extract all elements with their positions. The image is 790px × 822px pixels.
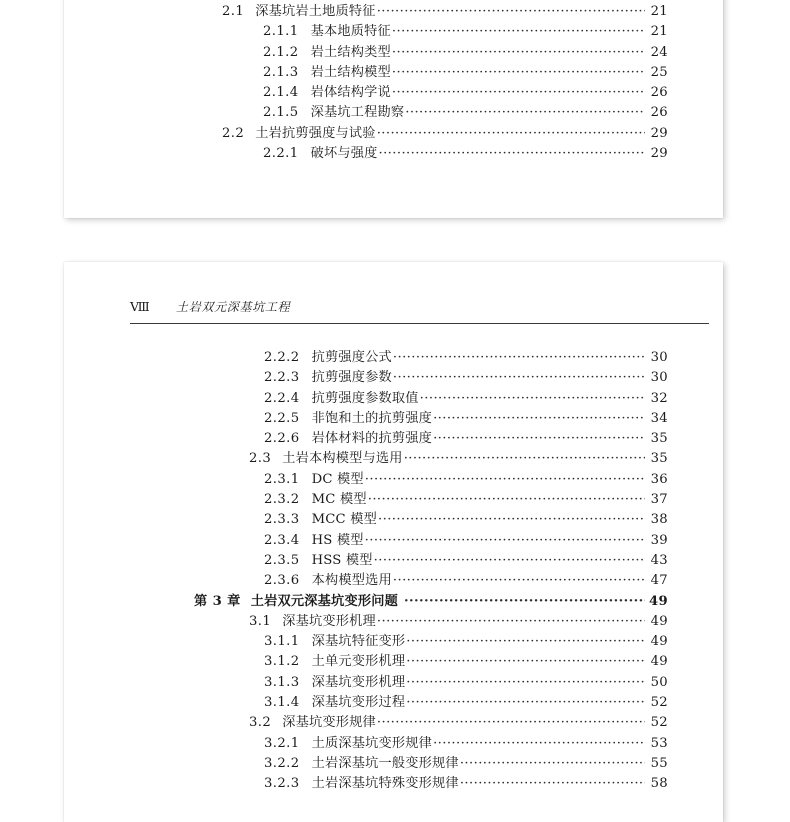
toc-entry-number: 2.3.5: [264, 552, 300, 568]
toc-dot-leader: [460, 757, 645, 770]
toc-entry-number: 3.1.3: [264, 674, 300, 690]
toc-entry[interactable]: [64, 671, 723, 691]
toc-entry-page-number: 21: [650, 4, 668, 19]
toc-entry-page-number: 35: [650, 451, 668, 467]
toc-entry-number: 3.1.4: [264, 695, 300, 711]
toc-dot-leader: [365, 534, 645, 547]
running-head: [64, 298, 723, 328]
toc-entry[interactable]: [64, 41, 723, 61]
toc-entry[interactable]: [64, 61, 723, 81]
toc-entry-title: MC 模型: [311, 492, 367, 508]
toc-dot-leader: [365, 473, 645, 486]
toc-entry-number: 3.2.2: [264, 755, 300, 771]
toc-entry-number: 2.3.3: [264, 512, 300, 528]
toc-entry-title: 土岩抗剪强度与试验: [255, 125, 376, 141]
toc-entry-page-number: 43: [650, 552, 668, 568]
toc-entry-page-number: 58: [650, 776, 668, 792]
toc-dot-leader: [379, 147, 646, 160]
running-head-book-title: 土岩双元深基坑工程: [176, 300, 291, 314]
toc-entry-title: 土岩双元深基坑变形问题: [250, 593, 398, 609]
toc-entry-title: MCC 模型: [311, 512, 378, 528]
toc-dot-leader: [392, 66, 645, 79]
toc-entry-title: 本构模型选用: [311, 573, 392, 589]
toc-entry[interactable]: [64, 407, 723, 427]
toc-entry[interactable]: [64, 529, 723, 549]
toc-entry-page-number: 37: [650, 492, 668, 508]
toc-entry-title: 深基坑特征变形: [311, 634, 406, 650]
toc-dot-leader: [404, 452, 645, 465]
toc-dot-leader: [377, 5, 645, 18]
toc-dot-leader: [393, 371, 645, 384]
toc-entry-number: 2.1.4: [263, 85, 299, 101]
toc-entry-page-number: 50: [650, 674, 668, 690]
toc-entry-title: 深基坑工程勘察: [310, 105, 405, 121]
toc-dot-leader: [433, 432, 645, 445]
toc-entry-title: 深基坑变形过程: [311, 695, 406, 711]
toc-dot-leader: [406, 635, 645, 648]
toc-entry[interactable]: [64, 20, 723, 40]
toc-entry[interactable]: [64, 630, 723, 650]
toc-dot-leader: [374, 554, 645, 567]
toc-entry[interactable]: [64, 101, 723, 121]
toc-entry-title: 土质深基坑变形规律: [311, 735, 433, 751]
toc-dot-leader: [420, 392, 645, 405]
toc-dot-leader: [393, 574, 645, 587]
toc-entry-number: 2.3.4: [264, 532, 300, 548]
toc-entry-number: 2.2.3: [264, 370, 300, 386]
toc-entry-number: 3.1: [249, 613, 272, 629]
toc-entry-number: 3.2: [249, 715, 272, 731]
toc-dot-leader: [392, 86, 645, 99]
toc-entry[interactable]: [64, 508, 723, 528]
toc-entry-page-number: 49: [650, 634, 668, 650]
toc-entry-page-number: 25: [650, 64, 668, 80]
toc-dot-leader: [406, 655, 645, 668]
toc-dot-leader: [392, 46, 645, 59]
toc-entry[interactable]: [64, 772, 723, 792]
toc-entry-page-number: 34: [650, 410, 668, 426]
toc-entry-page-number: 53: [650, 735, 668, 751]
toc-entry-page-number: 26: [650, 85, 668, 101]
toc-entry-page-number: 49: [650, 654, 668, 670]
toc-entry-title: HSS 模型: [311, 552, 373, 568]
toc-entry-title: 深基坑变形机理: [311, 674, 406, 690]
toc-dot-leader: [377, 127, 645, 140]
toc-entry-page-number: 29: [650, 146, 668, 162]
toc-entry-number: 2.1.3: [263, 64, 299, 80]
toc-entry-page-number: 21: [650, 24, 668, 40]
toc-entry-page-number: 47: [650, 573, 668, 589]
toc-dot-leader: [377, 615, 645, 628]
toc-entry-title: 岩土结构类型: [310, 44, 391, 60]
toc-entry-title: 抗剪强度参数取值: [311, 390, 419, 406]
toc-entry-page-number: 26: [650, 105, 668, 121]
toc-entry-title: 岩体材料的抗剪强度: [311, 431, 433, 447]
toc-entry-title: 深基坑变形规律: [282, 715, 376, 731]
toc-list-page-1: [64, 0, 723, 162]
running-head-rule: [130, 323, 709, 324]
toc-entry-title: 非饱和土的抗剪强度: [311, 410, 433, 426]
toc-dot-leader: [378, 513, 645, 526]
toc-dot-leader: [433, 412, 645, 425]
toc-entry[interactable]: [64, 346, 723, 366]
toc-dot-leader: [377, 716, 645, 729]
toc-dot-leader: [406, 696, 645, 709]
toc-entry-page-number: 49: [649, 593, 668, 609]
toc-entry-title: 土单元变形机理: [311, 654, 406, 670]
toc-entry[interactable]: [64, 468, 723, 488]
toc-entry-title: 土岩深基坑一般变形规律: [311, 755, 459, 771]
toc-page-2: [64, 262, 723, 822]
toc-entry-title: 土岩本构模型与选用: [282, 451, 403, 467]
toc-entry-page-number: 38: [650, 512, 668, 528]
toc-entry-title: 深基坑变形机理: [282, 613, 376, 629]
toc-entry-page-number: 30: [650, 350, 668, 365]
toc-entry-number: 2.3: [249, 451, 272, 467]
toc-entry-number: 2.2: [222, 125, 245, 141]
toc-entry-page-number: 29: [650, 125, 668, 141]
toc-entry[interactable]: [64, 488, 723, 508]
toc-entry-number: 2.2.4: [264, 390, 300, 406]
toc-entry-number: 3.2.1: [264, 735, 300, 751]
toc-entry[interactable]: [64, 0, 723, 20]
toc-entry-page-number: 55: [650, 755, 668, 771]
toc-dot-leader: [460, 777, 645, 790]
toc-entry-title: 岩体结构学说: [310, 85, 391, 101]
toc-entry[interactable]: [64, 142, 723, 162]
toc-entry-title: 抗剪强度参数: [311, 370, 392, 386]
toc-entry-number: 2.2.1: [263, 146, 299, 162]
toc-entry[interactable]: [64, 752, 723, 772]
toc-entry[interactable]: [64, 590, 723, 610]
toc-entry-number: 2.1.1: [263, 24, 299, 40]
toc-entry-number: 2.3.2: [264, 492, 300, 508]
toc-entry-page-number: 30: [650, 370, 668, 386]
toc-entry[interactable]: [64, 610, 723, 630]
toc-entry-title: 土岩深基坑特殊变形规律: [311, 776, 459, 792]
toc-entry-number: 3.1.1: [264, 634, 300, 650]
toc-entry-title: 破坏与强度: [310, 146, 378, 162]
toc-dot-leader: [406, 676, 645, 689]
toc-entry-page-number: 49: [650, 613, 668, 629]
toc-entry-title: 抗剪强度公式: [311, 350, 392, 365]
toc-entry-title: 岩土结构模型: [310, 64, 391, 80]
toc-entry-page-number: 35: [650, 431, 668, 447]
toc-entry-number: 2.1: [222, 4, 245, 19]
toc-entry[interactable]: [64, 711, 723, 731]
toc-entry-number: 第 3 章: [194, 593, 241, 609]
page-folio-number: Ⅷ: [130, 299, 150, 314]
toc-entry[interactable]: [64, 122, 723, 142]
toc-dot-leader: [433, 737, 645, 750]
toc-entry-page-number: 52: [650, 715, 668, 731]
toc-entry-number: 3.1.2: [264, 654, 300, 670]
toc-dot-leader: [392, 25, 645, 38]
toc-entry-number: 2.3.6: [264, 573, 300, 589]
toc-entry[interactable]: [64, 732, 723, 752]
toc-entry-page-number: 24: [650, 44, 668, 60]
toc-entry[interactable]: [64, 569, 723, 589]
toc-dot-leader: [405, 106, 645, 119]
toc-dot-leader: [368, 493, 645, 506]
toc-entry[interactable]: [64, 427, 723, 447]
toc-entry-title: HS 模型: [311, 532, 364, 548]
toc-entry[interactable]: [64, 387, 723, 407]
toc-list-page-2: [64, 346, 723, 793]
toc-entry-page-number: 32: [650, 390, 668, 406]
toc-entry[interactable]: [64, 691, 723, 711]
toc-entry-number: 2.2.2: [264, 350, 300, 365]
toc-entry[interactable]: [64, 81, 723, 101]
toc-entry-title: DC 模型: [311, 471, 364, 487]
toc-entry-title: 基本地质特征: [310, 24, 391, 40]
toc-entry-number: 2.1.2: [263, 44, 299, 60]
toc-entry[interactable]: [64, 650, 723, 670]
toc-entry[interactable]: [64, 366, 723, 386]
toc-entry[interactable]: [64, 447, 723, 467]
toc-page-1: [64, 0, 723, 218]
toc-entry-number: 2.3.1: [264, 471, 300, 487]
toc-entry-number: 2.2.6: [264, 431, 300, 447]
toc-entry[interactable]: [64, 549, 723, 569]
toc-dot-leader: [404, 595, 645, 608]
toc-entry-number: 2.2.5: [264, 410, 300, 426]
toc-entry-page-number: 52: [650, 695, 668, 711]
toc-entry-title: 深基坑岩土地质特征: [255, 4, 376, 19]
toc-dot-leader: [393, 351, 645, 364]
toc-entry-number: 2.1.5: [263, 105, 299, 121]
toc-entry-number: 3.2.3: [264, 776, 300, 792]
toc-entry-page-number: 36: [650, 471, 668, 487]
toc-entry-page-number: 39: [650, 532, 668, 548]
